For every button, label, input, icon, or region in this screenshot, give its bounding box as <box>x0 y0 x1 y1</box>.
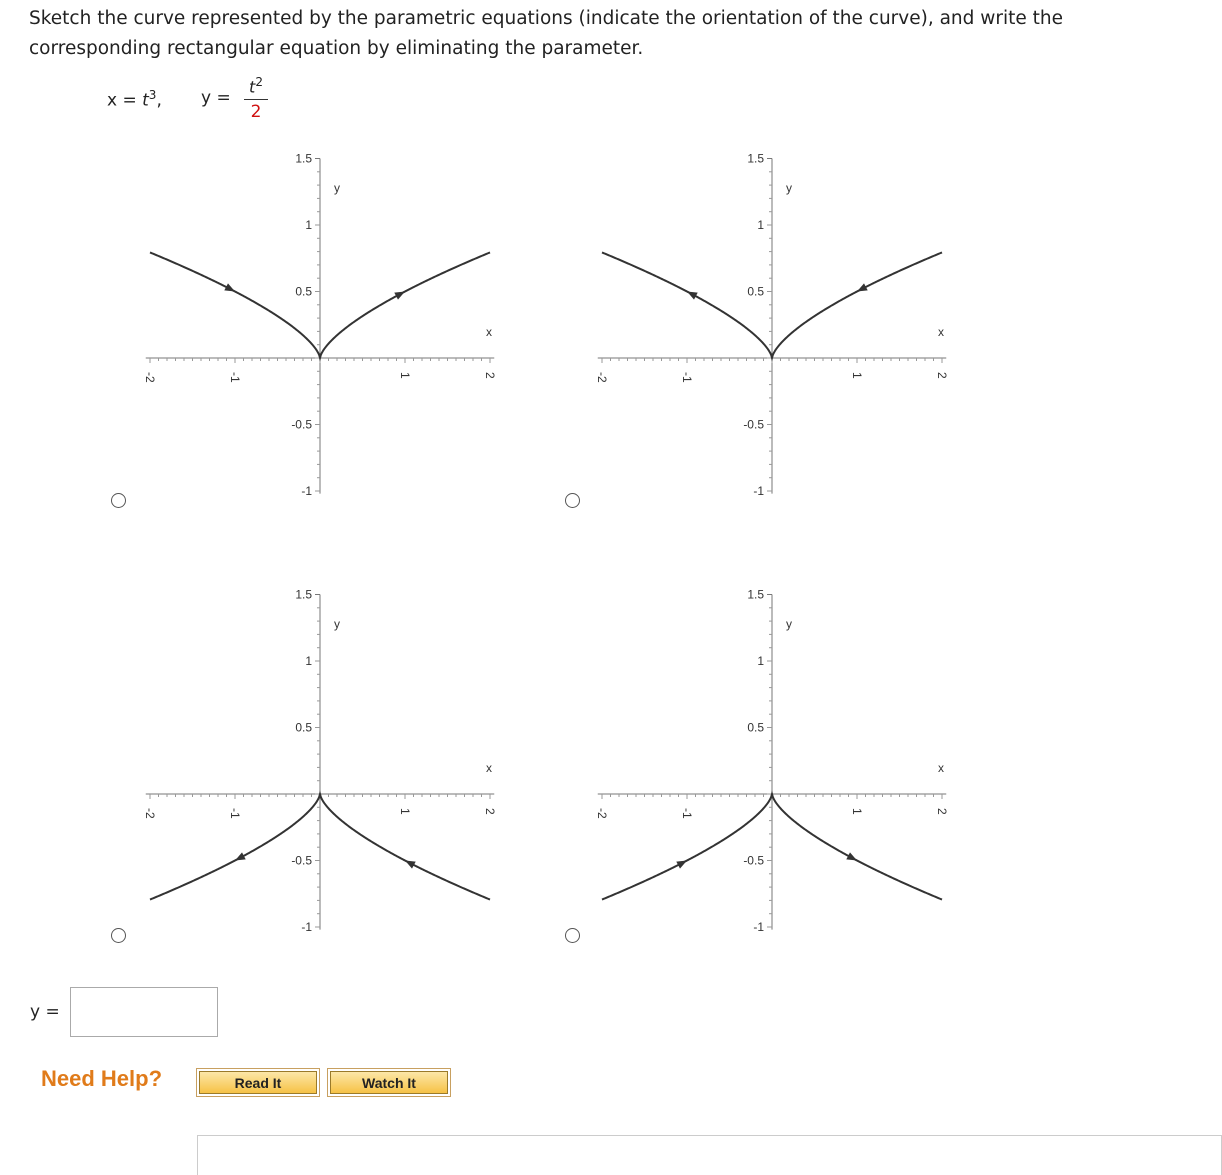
y-tick-label: 1.5 <box>747 587 764 602</box>
orientation-arrow <box>224 283 235 291</box>
need-help-label: Need Help? <box>41 1066 163 1091</box>
y-tick-label: 0.5 <box>295 284 312 299</box>
x-axis-label: x <box>486 325 492 339</box>
option-d-radio[interactable] <box>565 928 580 943</box>
y-axis-label: y <box>334 616 340 631</box>
watch-it-button[interactable]: Watch It <box>327 1068 451 1097</box>
x-tick-label: 2 <box>483 808 497 815</box>
content-panel-edge <box>197 1135 1222 1175</box>
x-tick-label: -1 <box>680 372 694 383</box>
y-axis-label: y <box>786 616 792 631</box>
y-tick-label: 1.5 <box>295 151 312 166</box>
y-tick-label: 1.5 <box>747 151 764 166</box>
y-equation: y = <box>201 88 231 108</box>
graph-svg <box>130 568 502 948</box>
x-tick-label: 2 <box>935 808 949 815</box>
y-axis-label: y <box>334 180 340 195</box>
option-b-radio[interactable] <box>565 493 580 508</box>
y-tick-label: 1 <box>757 218 764 232</box>
y-tick-label: -1 <box>301 484 312 498</box>
orientation-arrow <box>676 861 687 869</box>
y-tick-label: 0.5 <box>295 720 312 735</box>
orientation-arrow <box>405 861 416 869</box>
y-tick-label: -0.5 <box>743 853 764 868</box>
option-c-radio[interactable] <box>111 928 126 943</box>
answer-input[interactable] <box>70 987 218 1037</box>
x-tick-label: -1 <box>228 372 242 383</box>
y-tick-label: -0.5 <box>743 417 764 432</box>
question-text: Sketch the curve represented by the parametric equations (indicate the orientation of the curve), and write the corresponding rectangular equation by eliminating the parameter. <box>29 8 1064 59</box>
parametric-equations <box>107 72 307 132</box>
x-axis-label: x <box>486 761 492 775</box>
graph-svg <box>582 568 954 948</box>
y-tick-label: 0.5 <box>747 720 764 735</box>
y-tick-label: 1 <box>757 654 764 668</box>
y-tick-label: -1 <box>301 920 312 934</box>
orientation-arrow <box>394 292 405 300</box>
graph-svg <box>582 135 954 515</box>
option-d-graph <box>582 568 954 948</box>
x-tick-label: 1 <box>850 372 864 379</box>
x-tick-label: -1 <box>680 808 694 819</box>
orientation-arrow <box>687 292 698 300</box>
orientation-arrow <box>235 852 246 860</box>
orientation-arrow <box>857 283 868 291</box>
answer-label: y = <box>30 1002 60 1022</box>
read-it-button[interactable]: Read It <box>196 1068 320 1097</box>
x-axis-label: x <box>938 761 944 775</box>
option-b-graph <box>582 135 954 515</box>
y-tick-label: -1 <box>753 484 764 498</box>
x-tick-label: 2 <box>483 372 497 379</box>
x-tick-label: 1 <box>398 372 412 379</box>
option-a-radio[interactable] <box>111 493 126 508</box>
y-fraction: $t^2$ 2 <box>244 72 268 122</box>
graph-svg <box>130 135 502 515</box>
x-tick-label: -1 <box>228 808 242 819</box>
x-tick-label: 2 <box>935 372 949 379</box>
x-tick-label: 1 <box>398 808 412 815</box>
y-tick-label: -0.5 <box>291 417 312 432</box>
y-tick-label: 1.5 <box>295 587 312 602</box>
x-tick-label: -2 <box>143 372 157 383</box>
x-equation: $x = t^3$, <box>107 88 162 111</box>
option-c-graph <box>130 568 502 948</box>
y-tick-label: -0.5 <box>291 853 312 868</box>
x-tick-label: -2 <box>595 808 609 819</box>
option-a-graph <box>130 135 502 515</box>
y-tick-label: 0.5 <box>747 284 764 299</box>
y-tick-label: 1 <box>305 654 312 668</box>
x-tick-label: -2 <box>143 808 157 819</box>
y-tick-label: 1 <box>305 218 312 232</box>
x-tick-label: 1 <box>850 808 864 815</box>
x-axis-label: x <box>938 325 944 339</box>
x-tick-label: -2 <box>595 372 609 383</box>
y-tick-label: -1 <box>753 920 764 934</box>
y-axis-label: y <box>786 180 792 195</box>
orientation-arrow <box>846 852 857 860</box>
